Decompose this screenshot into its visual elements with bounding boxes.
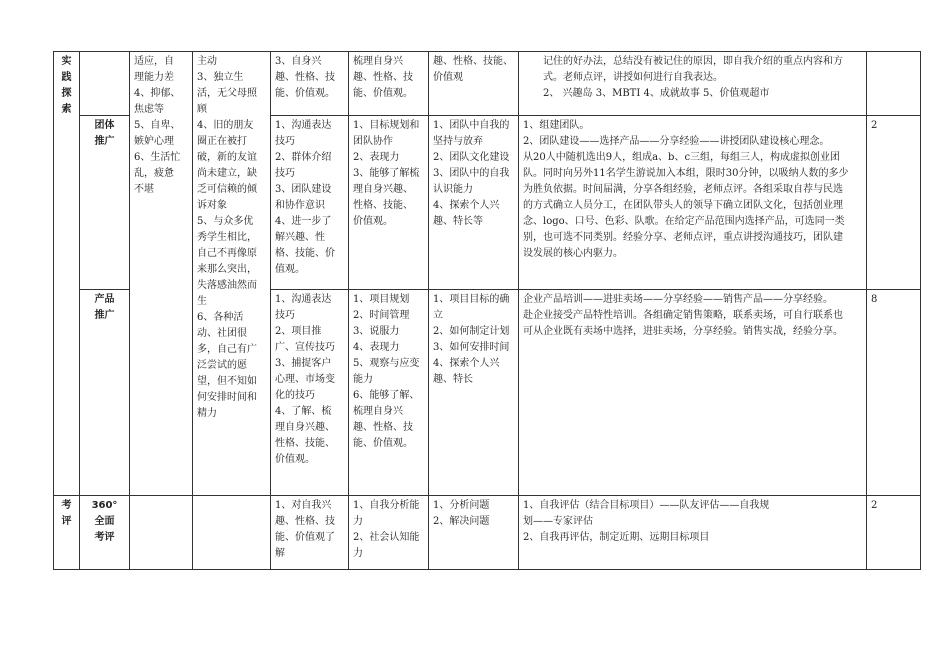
text-line: 能、价值观了 xyxy=(275,532,335,543)
text-line: 失落感油然而 xyxy=(197,280,257,291)
text-line: 自己不再像原 xyxy=(197,248,257,259)
text-line: 念、logo、口号、色彩、队歌。在给定产品范围内选择产品，可选同一类 xyxy=(523,216,845,227)
text-line: 划——专家评估 xyxy=(523,516,593,527)
text-line: 1、项目目标的确 xyxy=(433,294,510,305)
text-line: 能、价值观。 xyxy=(353,88,413,99)
text-line: 1、自我分析能 xyxy=(353,500,420,511)
text-line: 1、团队中自我的 xyxy=(433,120,510,131)
text-line: 趣、性格、技能、 xyxy=(433,56,513,67)
problems-empty-cell xyxy=(130,496,193,570)
section-label: 考评 xyxy=(61,500,72,527)
text-line: 诉对象 xyxy=(197,200,227,211)
curriculum-table xyxy=(53,51,921,570)
section-practice xyxy=(54,52,80,496)
text-line: 4、抑郁、 xyxy=(134,88,181,99)
text-line: 3、说服力 xyxy=(353,326,400,337)
text-line: 考评 xyxy=(94,532,115,543)
text-line: 别，也可选不同类别。经验分享、老师点评，重点讲授沟通技巧，团队建 xyxy=(523,232,843,243)
text-line: 3、独立生 xyxy=(197,72,244,83)
text-line: 2、表现力 xyxy=(353,152,400,163)
text-line: 价值观。 xyxy=(353,216,393,227)
text-line: 式。老师点评，讲授如何进行自我表达。 xyxy=(543,72,723,83)
goals-cell xyxy=(271,116,349,290)
text-line: 趣、性格、技 xyxy=(353,422,413,433)
text-line: 来那么突出， xyxy=(197,264,257,275)
text-line: 破，新的友谊 xyxy=(197,152,257,163)
focus-cell xyxy=(349,290,429,496)
text-line: 格、技能、价 xyxy=(275,248,335,259)
text-line: 为胜负依据。时间届满，分享各组经验，老师点评。各组采取自荐与民选 xyxy=(523,184,843,195)
text-line: 6、能够了解、 xyxy=(353,390,420,401)
text-line: 理自身兴趣、 xyxy=(353,184,413,195)
text-line: 3、捕捉客户 xyxy=(275,358,332,369)
text-line: 4、探索个人兴 xyxy=(433,200,500,211)
text-line: 趣、性格、技 xyxy=(275,72,335,83)
text-line: 2、项目推 xyxy=(275,326,322,337)
content-cell xyxy=(519,496,867,570)
text-line: 3、如何安排时间 xyxy=(433,342,510,353)
text-line: 趣、性格、技 xyxy=(353,72,413,83)
text-line: 理能力差 xyxy=(134,72,174,83)
text-line: 趣、性格、技 xyxy=(275,516,335,527)
text-line: 活，无父母照 xyxy=(197,88,257,99)
text-line: 5、自卑、 xyxy=(134,120,181,131)
text-line: 尚未建立，缺 xyxy=(197,168,257,179)
table-row xyxy=(54,52,921,116)
content-cell xyxy=(519,116,867,290)
text-line: 理自身兴趣、 xyxy=(275,422,335,433)
text-line: 从20人中随机选出9人，组成a、b、c三组，每组三人，构成虚拟创业团 xyxy=(523,152,841,163)
text-line: 价值观 xyxy=(433,72,463,83)
text-line: 5、观察与应变 xyxy=(353,358,420,369)
text-line: 不堪 xyxy=(134,184,154,195)
ability-cell xyxy=(429,52,519,116)
text-line: 生 xyxy=(197,296,207,307)
text-line: 2、自我再评估，制定近期、远期目标项目 xyxy=(523,532,710,543)
focus-cell xyxy=(349,496,429,570)
ability-cell xyxy=(429,290,519,496)
text-line: 1、项目规划 xyxy=(353,294,410,305)
text-line: 主动 xyxy=(197,56,217,67)
text-line: 团体 xyxy=(94,120,115,131)
text-line: 圈正在被打 xyxy=(197,136,247,147)
text-line: 何安排时间和 xyxy=(197,392,257,403)
text-line: 性格、技能、 xyxy=(353,200,413,211)
text-line: 2、团队文化建设 xyxy=(433,152,510,163)
text-line: 望，但不知如 xyxy=(197,376,257,387)
text-line: 360° xyxy=(91,500,118,511)
text-line: 1、自我评估（结合目标项目）——队友评估——自我规 xyxy=(523,500,770,511)
text-line: 1、组建团队。 xyxy=(523,120,590,131)
text-line: 价值观。 xyxy=(275,454,315,465)
text-line: 动、社团很 xyxy=(197,328,247,339)
text-line: 技巧 xyxy=(275,168,295,179)
text-line: 3、能够了解梳 xyxy=(353,168,420,179)
focus-cell xyxy=(349,52,429,116)
sub-product-promotion xyxy=(80,290,130,496)
text-line: 4、旧的朋友 xyxy=(197,120,254,131)
text-line: 立 xyxy=(433,310,443,321)
text-line: 赴企业接受产品特性培训。各组确定销售策略，联系卖场，可自行联系也 xyxy=(523,310,843,321)
text-line: 1、目标规划和 xyxy=(353,120,420,131)
text-line: 能、价值观。 xyxy=(275,88,335,99)
text-line: 1、沟通表达 xyxy=(275,120,332,131)
text-line: 2、 兴趣岛 3、MBTI 4、成就故事 5、价值观超市 xyxy=(543,88,770,99)
text-line: 推广 xyxy=(94,310,115,321)
section-assessment xyxy=(54,496,80,570)
text-line: 广、宣传技巧 xyxy=(275,342,335,353)
text-line: 梳理自身兴 xyxy=(353,406,403,417)
text-line: 3、团队中的自我 xyxy=(433,168,510,179)
text-line: 力 xyxy=(353,548,363,559)
text-line: 记住的好办法，总结没有被记住的原因，即自我介绍的重点内容和方 xyxy=(543,56,843,67)
text-line: 顾 xyxy=(197,104,207,115)
text-line: 趣、特长 xyxy=(433,374,473,385)
text-line: 精力 xyxy=(197,408,217,419)
text-line: 3、团队建设 xyxy=(275,184,332,195)
text-line: 心理、市场变 xyxy=(275,374,335,385)
text-line: 1、分析问题 xyxy=(433,500,490,511)
text-line: 6、各种活 xyxy=(197,312,244,323)
ability-cell xyxy=(429,496,519,570)
text-line: 4、进一步了 xyxy=(275,216,332,227)
table-row xyxy=(54,496,921,570)
text-line: 力 xyxy=(353,516,363,527)
text-line: 2、解决问题 xyxy=(433,516,490,527)
hours-cell: 2 xyxy=(867,116,921,290)
text-line: 5、与众多优 xyxy=(197,216,254,227)
text-line: 和协作意识 xyxy=(275,200,325,211)
text-line: 企业产品培训——进驻卖场——分享经验——销售产品——分享经验。 xyxy=(523,294,833,305)
text-line: 适应，自 xyxy=(134,56,174,67)
hours-cell: 8 xyxy=(867,290,921,496)
text-line: 1、沟通表达 xyxy=(275,294,332,305)
content-cell xyxy=(519,290,867,496)
text-line: 解 xyxy=(275,548,285,559)
text-line: 焦虑等 xyxy=(134,104,164,115)
goals-cell xyxy=(271,52,349,116)
sub-360-assessment xyxy=(80,496,130,570)
text-line: 能力 xyxy=(353,374,373,385)
text-line: 2、时间管理 xyxy=(353,310,410,321)
text-line: 2、团队建设——选择产品——分享经验——讲授团队建设核心理念。 xyxy=(523,136,830,147)
focus-cell xyxy=(349,116,429,290)
text-line: 2、如何制定计划 xyxy=(433,326,510,337)
text-line: 解兴趣、性 xyxy=(275,232,325,243)
text-line: 4、了解、梳 xyxy=(275,406,332,417)
text-line: 团队协作 xyxy=(353,136,393,147)
goals-cell xyxy=(271,496,349,570)
sub-team-promotion xyxy=(80,116,130,290)
text-line: 6、生活忙 xyxy=(134,152,181,163)
text-line: 全面 xyxy=(94,516,115,527)
text-line: 秀学生相比， xyxy=(197,232,257,243)
text-line: 嫉妒心理 xyxy=(134,136,174,147)
hours-cell xyxy=(867,52,921,116)
hours-cell: 2 xyxy=(867,496,921,570)
section-label: 实践探索 xyxy=(61,56,72,115)
text-line: 3、自身兴 xyxy=(275,56,322,67)
text-line: 化的技巧 xyxy=(275,390,315,401)
text-line: 泛尝试的愿 xyxy=(197,360,247,371)
text-line: 产品 xyxy=(94,294,115,305)
text-line: 乏可信赖的倾 xyxy=(197,184,257,195)
text-line: 可从企业既有卖场中选择，进驻卖场，分享经验。销售实战，经验分享。 xyxy=(523,326,843,337)
text-line: 的方式确立人员分工，在团队带头人的领导下确立团队文化，包括创业理 xyxy=(523,200,843,211)
text-line: 1、对自我兴 xyxy=(275,500,332,511)
text-line: 能、价值观。 xyxy=(353,438,413,449)
text-line: 推广 xyxy=(94,136,115,147)
text-line: 队。同时向另外11名学生游说加入本组，限时30分钟，以吸纳人数的多少 xyxy=(523,168,849,179)
text-line: 值观。 xyxy=(275,264,305,275)
text-line: 乱，疲惫 xyxy=(134,168,174,179)
text-line: 性格、技能、 xyxy=(275,438,335,449)
text-line: 技巧 xyxy=(275,136,295,147)
text-line: 技巧 xyxy=(275,310,295,321)
ability-cell xyxy=(429,116,519,290)
text-line: 坚持与放弃 xyxy=(433,136,483,147)
sub-empty-cell xyxy=(80,52,130,116)
text-line: 4、表现力 xyxy=(353,342,400,353)
text-line: 2、社会认知能 xyxy=(353,532,420,543)
causes-cell xyxy=(193,52,271,496)
text-line: 2、群体介绍 xyxy=(275,152,332,163)
text-line: 梳理自身兴 xyxy=(353,56,403,67)
text-line: 认识能力 xyxy=(433,184,473,195)
content-cell xyxy=(519,52,867,116)
text-line: 趣、特长等 xyxy=(433,216,483,227)
text-line: 多，自己有广 xyxy=(197,344,257,355)
text-line: 4、探索个人兴 xyxy=(433,358,500,369)
goals-cell xyxy=(271,290,349,496)
problems-cell xyxy=(130,52,193,496)
text-line: 设发展的核心内驱力。 xyxy=(523,248,623,259)
causes-empty-cell xyxy=(193,496,271,570)
